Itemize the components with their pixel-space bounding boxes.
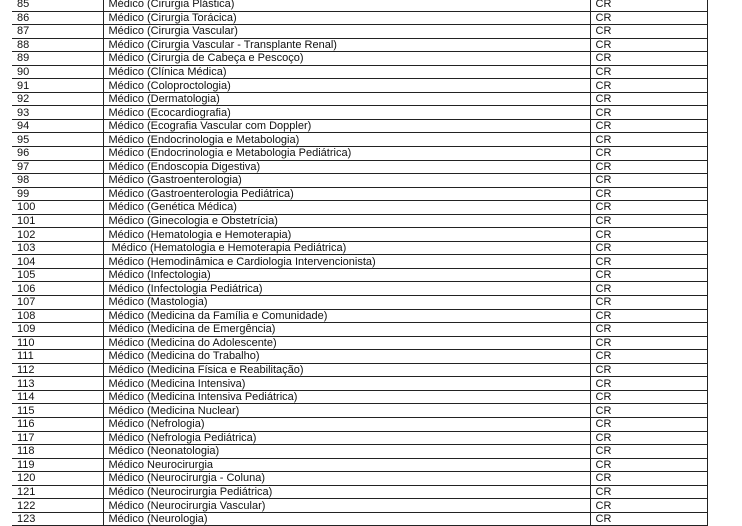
job-title: Médico (Infectologia) <box>103 268 590 282</box>
row-number: 86 <box>12 11 103 25</box>
row-number: 106 <box>12 282 103 296</box>
job-title: Médico (Medicina do Trabalho) <box>103 350 590 364</box>
table-row <box>12 201 707 215</box>
table-row <box>12 65 707 79</box>
job-title: Médico (Mastologia) <box>103 296 590 310</box>
table-row <box>12 431 707 445</box>
job-title: Médico (Medicina da Família e Comunidade) <box>103 309 590 323</box>
table-row <box>12 228 707 242</box>
table-row <box>12 268 707 282</box>
table-row <box>12 133 707 147</box>
row-number: 118 <box>12 445 103 459</box>
job-title: Médico (Medicina do Adolescente) <box>103 336 590 350</box>
vacancy-table <box>12 0 708 526</box>
vacancy-code: CR <box>590 214 707 228</box>
table-row <box>12 119 707 133</box>
table-row <box>12 25 707 39</box>
vacancy-code: CR <box>590 390 707 404</box>
vacancy-code: CR <box>590 499 707 513</box>
job-title: Médico (Coloproctologia) <box>103 79 590 93</box>
table-row <box>12 404 707 418</box>
row-number: 117 <box>12 431 103 445</box>
vacancy-code: CR <box>590 160 707 174</box>
row-number: 99 <box>12 187 103 201</box>
job-title: Médico (Nefrologia Pediátrica) <box>103 431 590 445</box>
table-row <box>12 458 707 472</box>
vacancy-code: CR <box>590 201 707 215</box>
job-title: Médico (Neurocirurgia - Coluna) <box>103 472 590 486</box>
job-title: Médico (Gastroenterologia) <box>103 174 590 188</box>
vacancy-code: CR <box>590 363 707 377</box>
job-title: Médico (Cirurgia de Cabeça e Pescoço) <box>103 52 590 66</box>
job-title: Médico (Hematologia e Hemoterapia Pediátrica) <box>103 241 590 255</box>
row-number: 114 <box>12 390 103 404</box>
vacancy-code: CR <box>590 52 707 66</box>
row-number: 92 <box>12 92 103 106</box>
table-row <box>12 187 707 201</box>
job-title: Médico (Ecocardiografia) <box>103 106 590 120</box>
row-number: 102 <box>12 228 103 242</box>
vacancy-code: CR <box>590 512 707 526</box>
vacancy-code: CR <box>590 92 707 106</box>
row-number: 115 <box>12 404 103 418</box>
job-title: Médico (Cirurgia Plástica) <box>103 0 590 11</box>
vacancy-code: CR <box>590 106 707 120</box>
row-number: 121 <box>12 485 103 499</box>
job-title: Médico (Infectologia Pediátrica) <box>103 282 590 296</box>
vacancy-code: CR <box>590 336 707 350</box>
row-number: 94 <box>12 119 103 133</box>
row-number: 105 <box>12 268 103 282</box>
row-number: 97 <box>12 160 103 174</box>
table-row <box>12 214 707 228</box>
job-title: Médico (Ginecologia e Obstetrícia) <box>103 214 590 228</box>
vacancy-code: CR <box>590 309 707 323</box>
job-title: Médico (Gastroenterologia Pediátrica) <box>103 187 590 201</box>
table-row <box>12 147 707 161</box>
vacancy-code: CR <box>590 431 707 445</box>
row-number: 91 <box>12 79 103 93</box>
job-title: Médico (Hematologia e Hemoterapia) <box>103 228 590 242</box>
vacancy-code: CR <box>590 268 707 282</box>
job-title: Médico (Cirurgia Torácica) <box>103 11 590 25</box>
table-row <box>12 336 707 350</box>
vacancy-code: CR <box>590 38 707 52</box>
job-title: Médico (Medicina Nuclear) <box>103 404 590 418</box>
job-title: Médico (Neonatologia) <box>103 445 590 459</box>
row-number: 107 <box>12 296 103 310</box>
table-row <box>12 499 707 513</box>
job-title: Médico (Cirurgia Vascular) <box>103 25 590 39</box>
table-row <box>12 282 707 296</box>
table-row <box>12 92 707 106</box>
job-title: Médico (Neurocirurgia Pediátrica) <box>103 485 590 499</box>
vacancy-code: CR <box>590 187 707 201</box>
job-title: Médico (Neurologia) <box>103 512 590 526</box>
table-row <box>12 445 707 459</box>
job-title: Médico (Medicina Intensiva Pediátrica) <box>103 390 590 404</box>
vacancy-code: CR <box>590 296 707 310</box>
table-row <box>12 390 707 404</box>
row-number: 104 <box>12 255 103 269</box>
table-row <box>12 350 707 364</box>
job-title: Médico (Endoscopia Digestiva) <box>103 160 590 174</box>
row-number: 96 <box>12 147 103 161</box>
row-number: 110 <box>12 336 103 350</box>
vacancy-code: CR <box>590 147 707 161</box>
table-row <box>12 79 707 93</box>
table-row <box>12 255 707 269</box>
row-number: 111 <box>12 350 103 364</box>
row-number: 95 <box>12 133 103 147</box>
vacancy-code: CR <box>590 174 707 188</box>
row-number: 88 <box>12 38 103 52</box>
vacancy-code: CR <box>590 282 707 296</box>
table-row <box>12 296 707 310</box>
vacancy-code: CR <box>590 133 707 147</box>
row-number: 89 <box>12 52 103 66</box>
row-number: 90 <box>12 65 103 79</box>
row-number: 119 <box>12 458 103 472</box>
vacancy-code: CR <box>590 377 707 391</box>
table-row <box>12 309 707 323</box>
vacancy-table-page <box>12 0 707 526</box>
row-number: 101 <box>12 214 103 228</box>
row-number: 103 <box>12 241 103 255</box>
vacancy-code: CR <box>590 485 707 499</box>
row-number: 116 <box>12 417 103 431</box>
job-title: Médico (Neurocirurgia Vascular) <box>103 499 590 513</box>
vacancy-code: CR <box>590 0 707 11</box>
table-row <box>12 52 707 66</box>
row-number: 109 <box>12 323 103 337</box>
job-title: Médico (Endocrinologia e Metabologia) <box>103 133 590 147</box>
row-number: 85 <box>12 0 103 11</box>
job-title: Médico (Ecografia Vascular com Doppler) <box>103 119 590 133</box>
table-row <box>12 323 707 337</box>
row-number: 120 <box>12 472 103 486</box>
job-title: Médico (Medicina Intensiva) <box>103 377 590 391</box>
job-title: Médico (Hemodinâmica e Cardiologia Intervencionista) <box>103 255 590 269</box>
row-number: 87 <box>12 25 103 39</box>
table-row <box>12 472 707 486</box>
vacancy-table-body <box>12 0 707 526</box>
vacancy-code: CR <box>590 472 707 486</box>
job-title: Médico (Medicina Física e Reabilitação) <box>103 363 590 377</box>
job-title: Médico (Nefrologia) <box>103 417 590 431</box>
job-title: Médico Neurocirurgia <box>103 458 590 472</box>
row-number: 122 <box>12 499 103 513</box>
vacancy-code: CR <box>590 323 707 337</box>
vacancy-code: CR <box>590 445 707 459</box>
job-title: Médico (Genética Médica) <box>103 201 590 215</box>
table-row <box>12 174 707 188</box>
vacancy-code: CR <box>590 404 707 418</box>
table-row <box>12 38 707 52</box>
table-row <box>12 417 707 431</box>
table-row <box>12 241 707 255</box>
vacancy-code: CR <box>590 65 707 79</box>
job-title: Médico (Endocrinologia e Metabologia Pediátrica) <box>103 147 590 161</box>
job-title: Médico (Medicina de Emergência) <box>103 323 590 337</box>
vacancy-code: CR <box>590 228 707 242</box>
table-row <box>12 11 707 25</box>
table-row <box>12 160 707 174</box>
vacancy-code: CR <box>590 25 707 39</box>
vacancy-code: CR <box>590 350 707 364</box>
row-number: 108 <box>12 309 103 323</box>
vacancy-code: CR <box>590 119 707 133</box>
vacancy-code: CR <box>590 458 707 472</box>
row-number: 113 <box>12 377 103 391</box>
table-row <box>12 363 707 377</box>
row-number: 100 <box>12 201 103 215</box>
row-number: 112 <box>12 363 103 377</box>
job-title: Médico (Cirurgia Vascular - Transplante Renal) <box>103 38 590 52</box>
row-number: 123 <box>12 512 103 526</box>
table-row <box>12 106 707 120</box>
job-title: Médico (Clínica Médica) <box>103 65 590 79</box>
vacancy-code: CR <box>590 255 707 269</box>
vacancy-code: CR <box>590 241 707 255</box>
table-row <box>12 0 707 11</box>
vacancy-code: CR <box>590 79 707 93</box>
job-title: Médico (Dermatologia) <box>103 92 590 106</box>
table-row <box>12 377 707 391</box>
table-row <box>12 485 707 499</box>
table-row <box>12 512 707 526</box>
row-number: 98 <box>12 174 103 188</box>
vacancy-code: CR <box>590 11 707 25</box>
vacancy-code: CR <box>590 417 707 431</box>
row-number: 93 <box>12 106 103 120</box>
